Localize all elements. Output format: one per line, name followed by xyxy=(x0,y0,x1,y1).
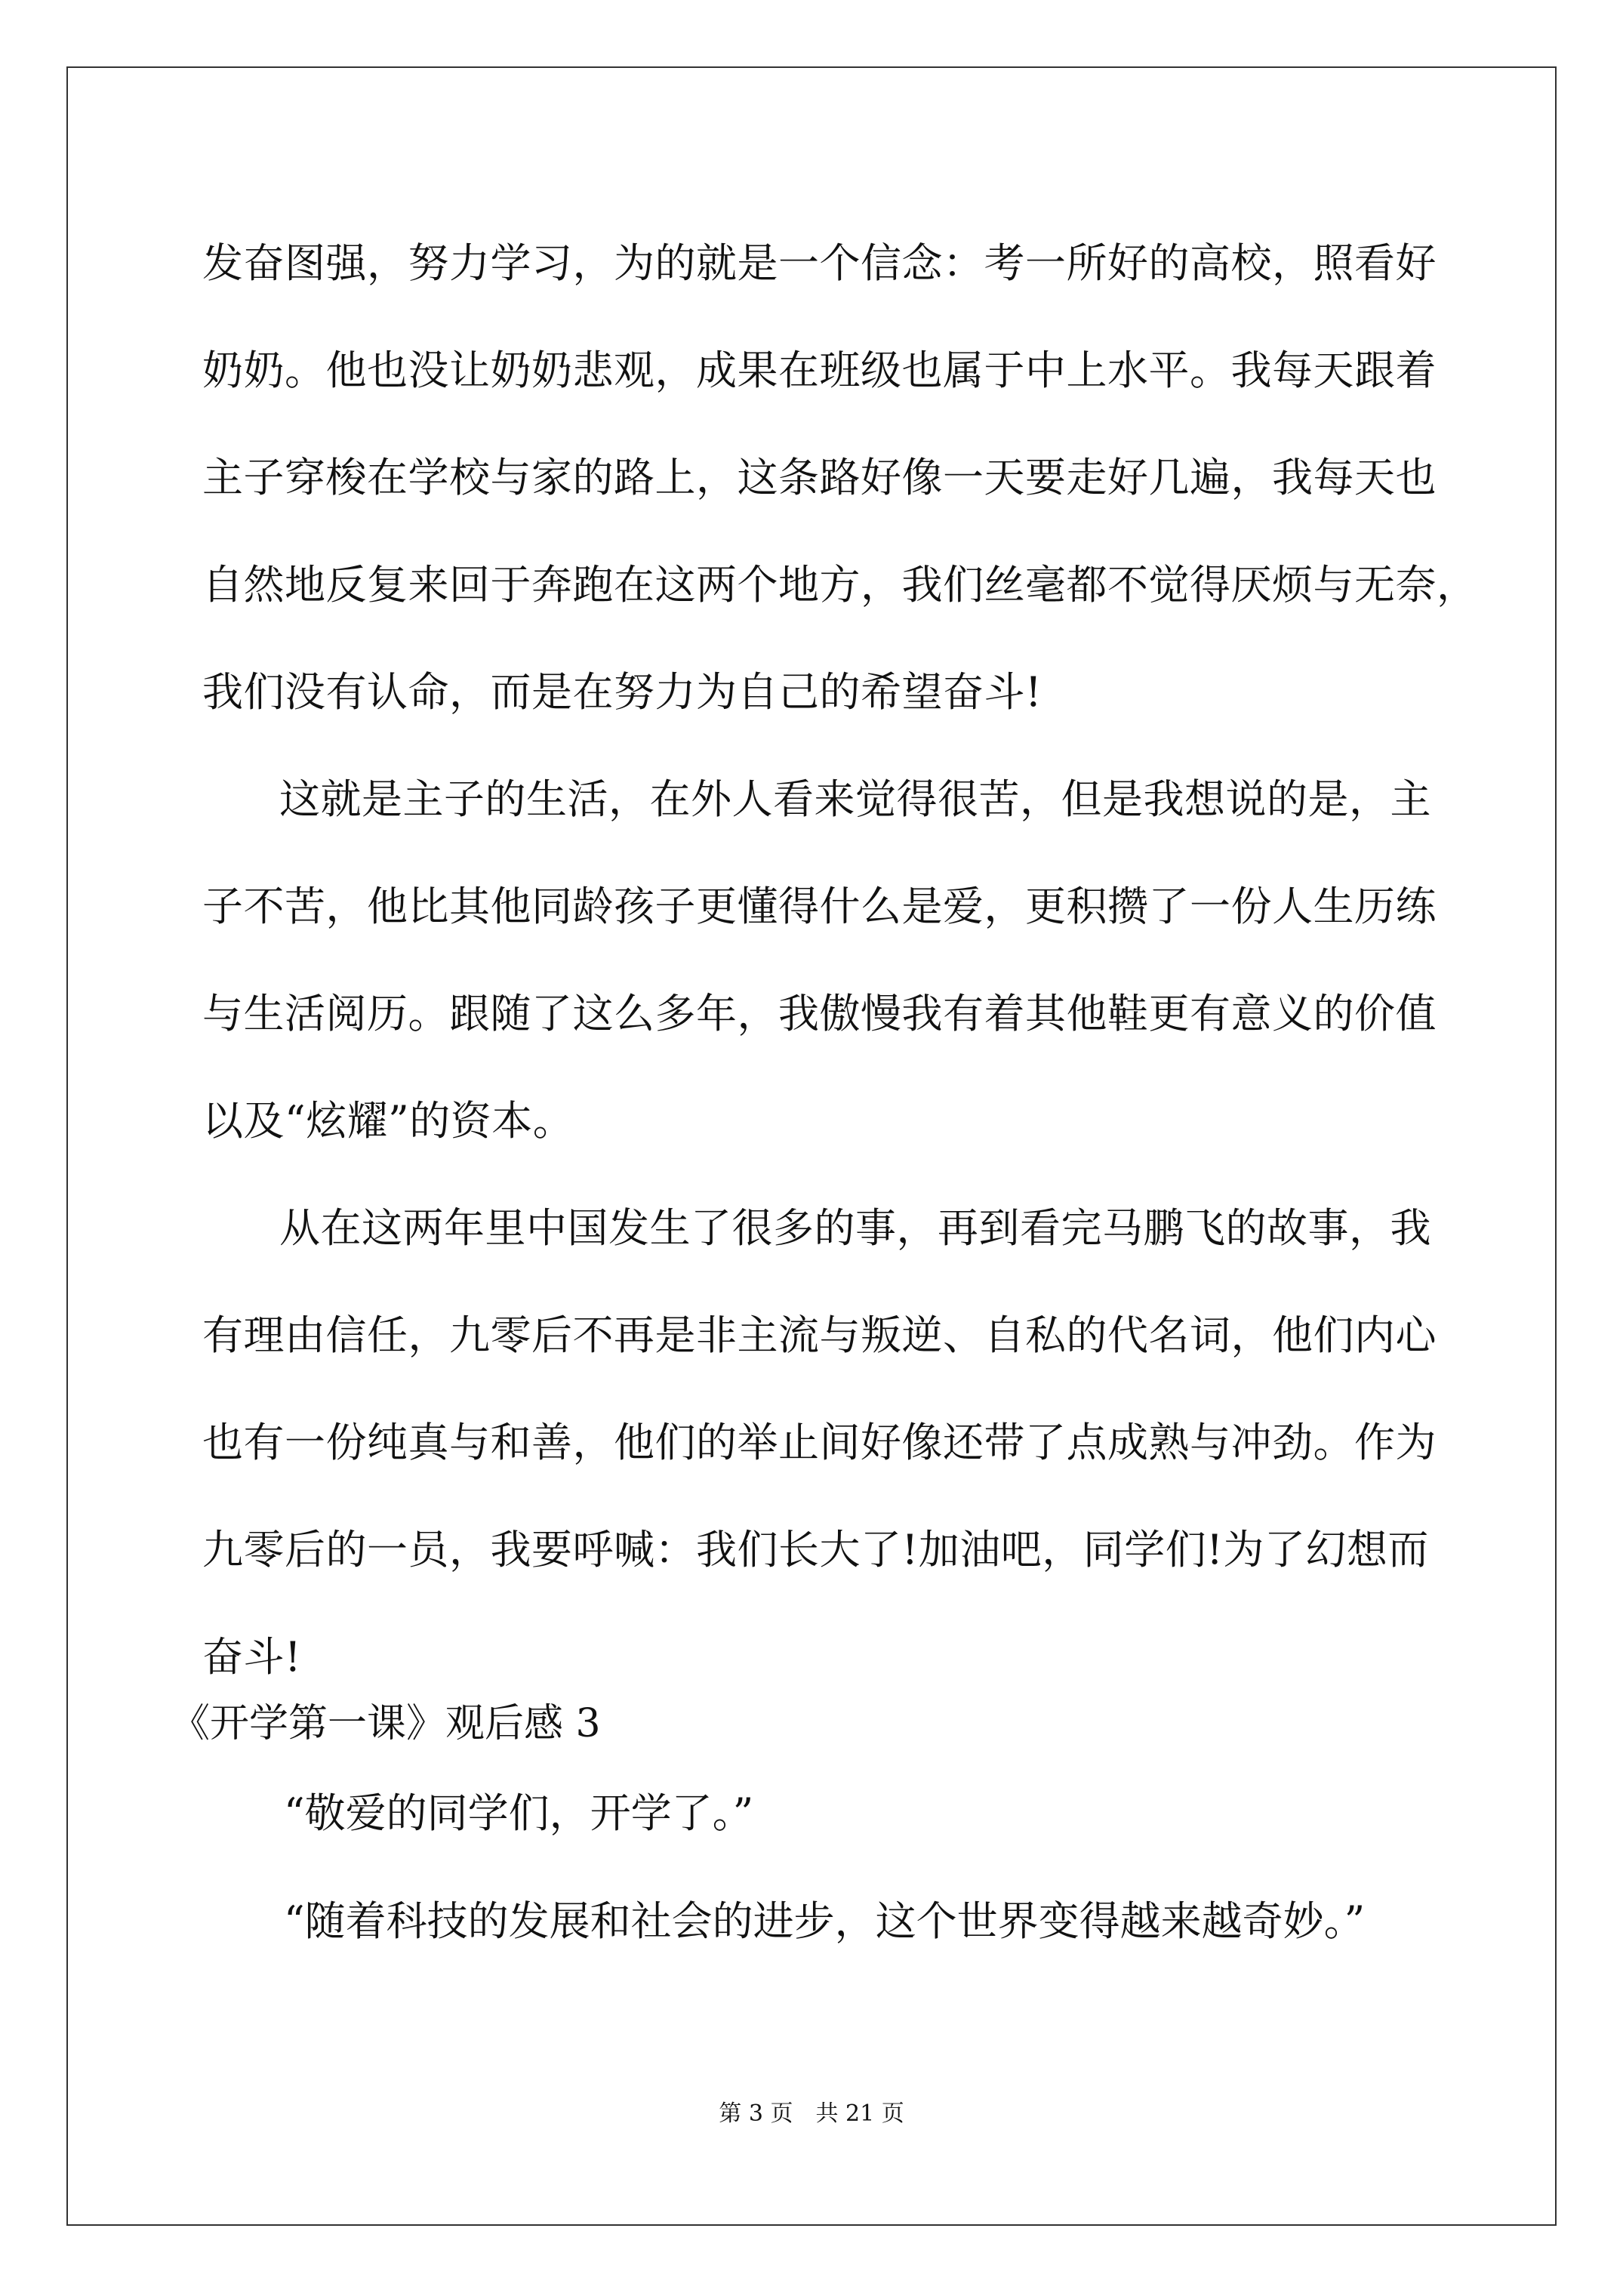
paragraph-3-line-4: 九零后的一员，我要呼喊：我们长大了!加油吧，同学们!为了幻想而 xyxy=(202,1526,1429,1573)
paragraph-2-line-4: 以及“炫耀”的资本。 xyxy=(202,1097,574,1145)
paragraph-1-line-1: 发奋图强，努力学习，为的就是一个信念：考一所好的高校，照看好 xyxy=(202,239,1437,287)
paragraph-1-line-5: 我们没有认命，而是在努力为自己的希望奋斗! xyxy=(202,668,1042,716)
paragraph-2-line-3: 与生活阅历。跟随了这么多年，我傲慢我有着其他鞋更有意义的价值 xyxy=(202,990,1437,1037)
paragraph-1-line-2: 奶奶。他也没让奶奶悲观，成果在班级也属于中上水平。我每天跟着 xyxy=(202,347,1437,394)
paragraph-2-line-1: 这就是主子的生活，在外人看来觉得很苦，但是我想说的是，主 xyxy=(279,775,1431,823)
paragraph-3-line-3: 也有一份纯真与和善，他们的举止间好像还带了点成熟与冲劲。作为 xyxy=(202,1419,1437,1466)
paragraph-1-line-4: 自然地反复来回于奔跑在这两个地方，我们丝毫都不觉得厌烦与无奈， xyxy=(202,561,1478,609)
section-title: 《开学第一课》观后感 3 xyxy=(171,1701,601,1746)
paragraph-2-line-2: 子不苦，他比其他同龄孩子更懂得什么是爱，更积攒了一份人生历练 xyxy=(202,883,1437,930)
page-number-footer: 第 3 页 共 21 页 xyxy=(719,2100,904,2127)
paragraph-1-line-3: 主子穿梭在学校与家的路上，这条路好像一天要走好几遍，我每天也 xyxy=(202,454,1437,501)
quote-line-1: “敬爱的同学们，开学了。” xyxy=(284,1789,754,1837)
paragraph-3-line-2: 有理由信任，九零后不再是非主流与叛逆、自私的代名词，他们内心 xyxy=(202,1311,1437,1359)
quote-line-2: “随着科技的发展和社会的进步，这个世界变得越来越奇妙。” xyxy=(284,1897,1366,1945)
body-text xyxy=(202,210,1478,1711)
paragraph-3-line-5: 奋斗! xyxy=(202,1633,302,1681)
paragraph-3-line-1: 从在这两年里中国发生了很多的事，再到看完马鹏飞的故事，我 xyxy=(279,1204,1431,1252)
